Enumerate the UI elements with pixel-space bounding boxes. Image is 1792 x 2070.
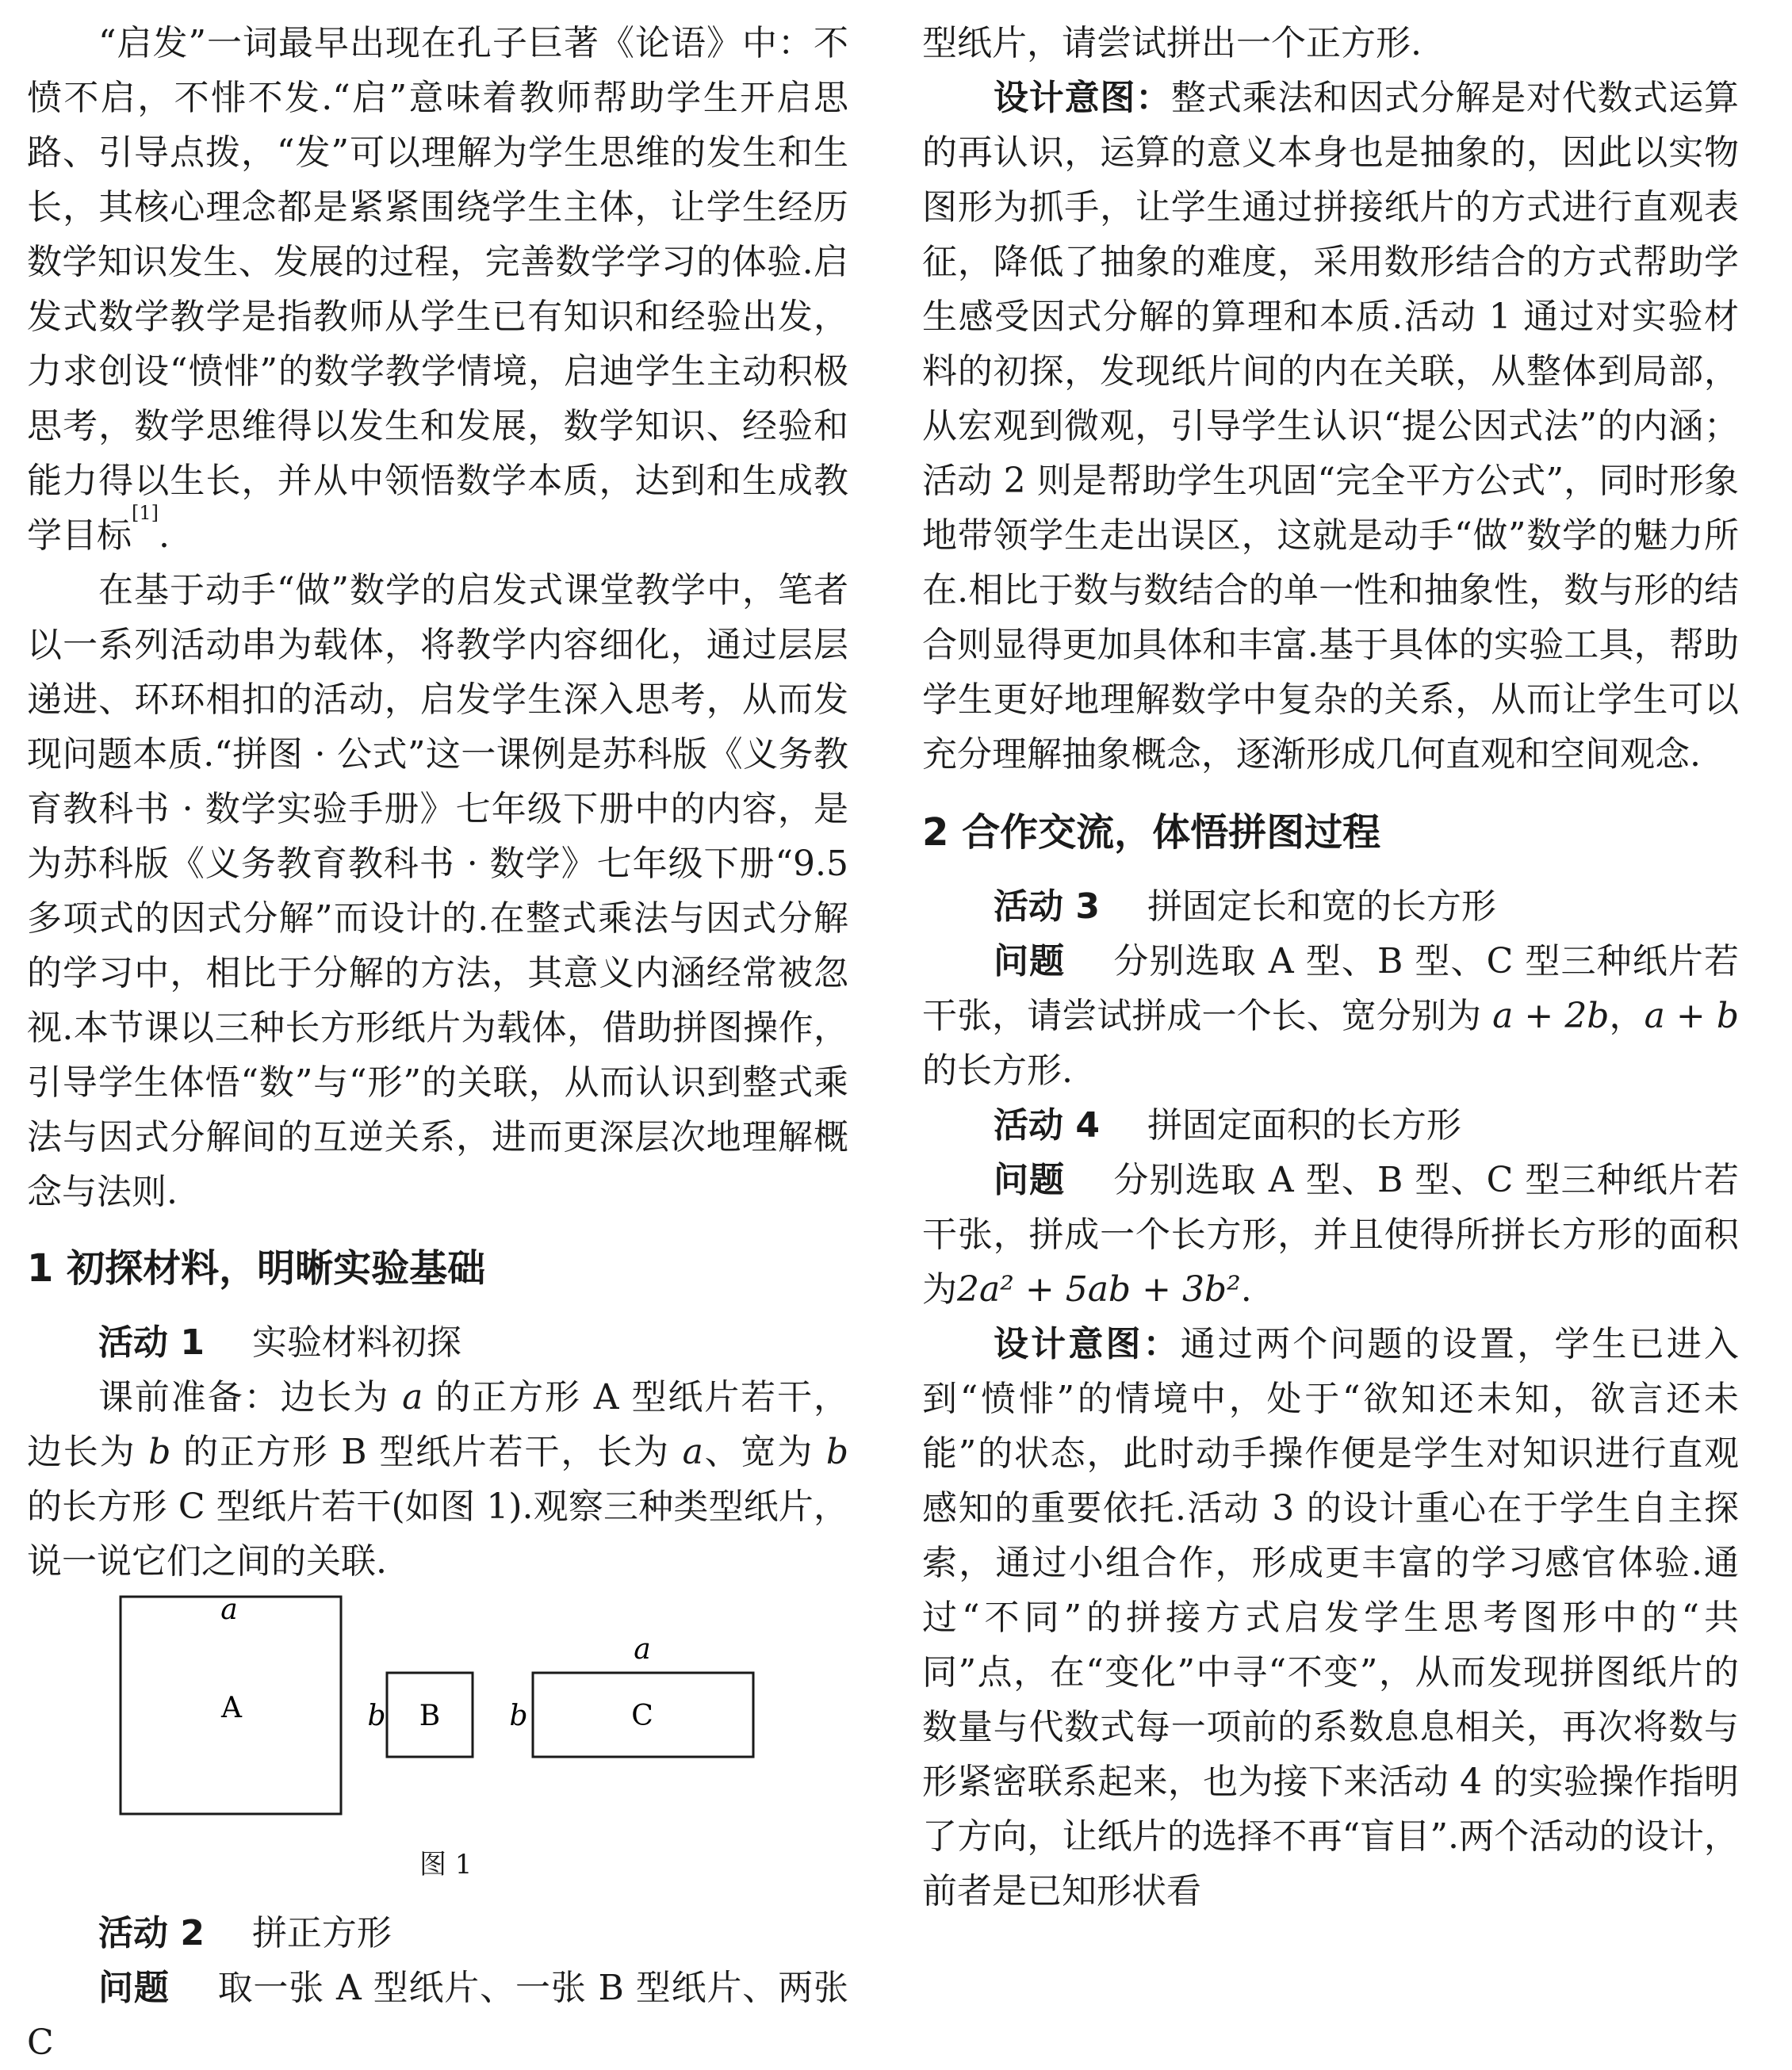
activity-3-question: 问题 分别选取 A 型、B 型、C 型三种纸片若干张，请尝试拼成一个长、宽分别为 a + 2b，a + b 的长方形. [922, 941, 1739, 1091]
label-a-top: a [220, 1594, 238, 1626]
activity-2-question: 问题 取一张 A 型纸片、一张 B 型纸片、两张 C [27, 1968, 849, 2063]
right-column [922, 16, 1739, 1919]
label-a-top-C: a [634, 1633, 651, 1666]
figure-1 [27, 1589, 848, 1906]
figure-1-drawing [27, 1589, 848, 1842]
label-B: B [419, 1700, 441, 1732]
activity-2-heading: 活动 2 拼正方形 [98, 1913, 392, 1953]
activity-2-question-cont: 型纸片，请尝试拼出一个正方形. [922, 23, 1422, 63]
figure-1-caption: 图 1 [419, 1849, 473, 1881]
activity-1-heading: 活动 1 实验材料初探 [98, 1322, 461, 1363]
label-b-left-C: b [509, 1700, 528, 1732]
section-1-heading: 1 初探材料，明晰实验基础 [27, 1246, 486, 1291]
context-paragraph: 在基于动手“做”数学的启发式课堂教学中，笔者以一系列活动串为载体，将教学内容细化，通过层层递进、环环相扣的活动，启发学生深入思考，从而发现问题本质.“拼图 · 公式”这一课例是苏科版《义务教育教科书 · 数学实验手册》七年级下册中的内容，是为苏科版《义务教育教科书 · 数学》七年级下册“9.5 多项式的因式分解”而设计的.在整式乘法与因式分解的学习中，相比于分解的方法，其意义内涵经常被忽视.本节课以三种长方形纸片为载体，借助拼图操作，引导学生体悟“数”与“形”的关联，从而认识到整式乘法与因式分解间的互逆关系，进而更深层次地理解概念与法则. [27, 570, 848, 1212]
activity-3-heading: 活动 3 拼固定长和宽的长方形 [994, 886, 1496, 927]
left-column [27, 16, 848, 2070]
label-A: A [221, 1692, 242, 1724]
label-C: C [631, 1700, 653, 1732]
intro-paragraph: “启发”一词最早出现在孔子巨著《论语》中：不愤不启，不悱不发.“启”意味着教师帮助学生开启思路、引导点拨，“发”可以理解为学生思维的发生和生长，其核心理念都是紧紧围绕学生主体，让学生经历数学知识发生、发展的过程，完善数学学习的体验.启发式数学教学是指教师从学生已有知识和经验出发，力求创设“愤悱”的数学教学情境，启迪学生主动积极思考，数学思维得以发生和发展，数学知识、经验和能力得以生长，并从中领悟数学本质，达到和生成教学目标[1]. [27, 23, 848, 556]
prep-paragraph: 课前准备：边长为 a 的正方形 A 型纸片若干，边长为 b 的正方形 B 型纸片若干，长为 a、宽为 b 的长方形 C 型纸片若干(如图 1).观察三种类型纸片，说一说它们之间的关联. [27, 1377, 848, 1582]
activity-4-heading: 活动 4 拼固定面积的长方形 [994, 1105, 1461, 1146]
label-b-left-B: b [367, 1700, 386, 1732]
activity-4-question: 问题 分别选取 A 型、B 型、C 型三种纸片若干张，拼成一个长方形，并且使得所拼长方形的面积为2a² + 5ab + 3b². [922, 1160, 1739, 1310]
section-2-heading: 2 合作交流，体悟拼图过程 [922, 810, 1381, 855]
design-intent-2: 设计意图：通过两个问题的设置，学生已进入到“愤悱”的情境中，处于“欲知还未知，欲言还未能”的状态，此时动手操作便是学生对知识进行直观感知的重要依托.活动 3 的设计重心在于学生自主探索，通过小组合作，形成更丰富的学习感官体验.通过“不同”的拼接方式启发学生思考图形中的“共同”点，在“变化”中寻“不变”，从而发现拼图纸片的数量与代数式每一项前的系数息息相关，再次将数与形紧密联系起来，也为接下来活动 4 的实验操作指明了方向，让纸片的选择不再“盲目”.两个活动的设计，前者是已知形状看 [922, 1324, 1740, 1911]
design-intent-1: 设计意图：整式乘法和因式分解是对代数式运算的再认识，运算的意义本身也是抽象的，因此以实物图形为抓手，让学生通过拼接纸片的方式进行直观表征，降低了抽象的难度，采用数形结合的方式帮助学生感受因式分解的算理和本质.活动 1 通过对实验材料的初探，发现纸片间的内在关联，从整体到局部，从宏观到微观，引导学生认识“提公因式法”的内涵；活动 2 则是帮助学生巩固“完全平方公式”，同时形象地带领学生走出误区，这就是动手“做”数学的魅力所在.相比于数与数结合的单一性和抽象性，数与形的结合则显得更加具体和丰富.基于具体的实验工具，帮助学生更好地理解数学中复杂的关系，从而让学生可以充分理解抽象概念，逐渐形成几何直观和空间观念. [922, 78, 1739, 775]
citation-ref: [1] [132, 502, 159, 524]
